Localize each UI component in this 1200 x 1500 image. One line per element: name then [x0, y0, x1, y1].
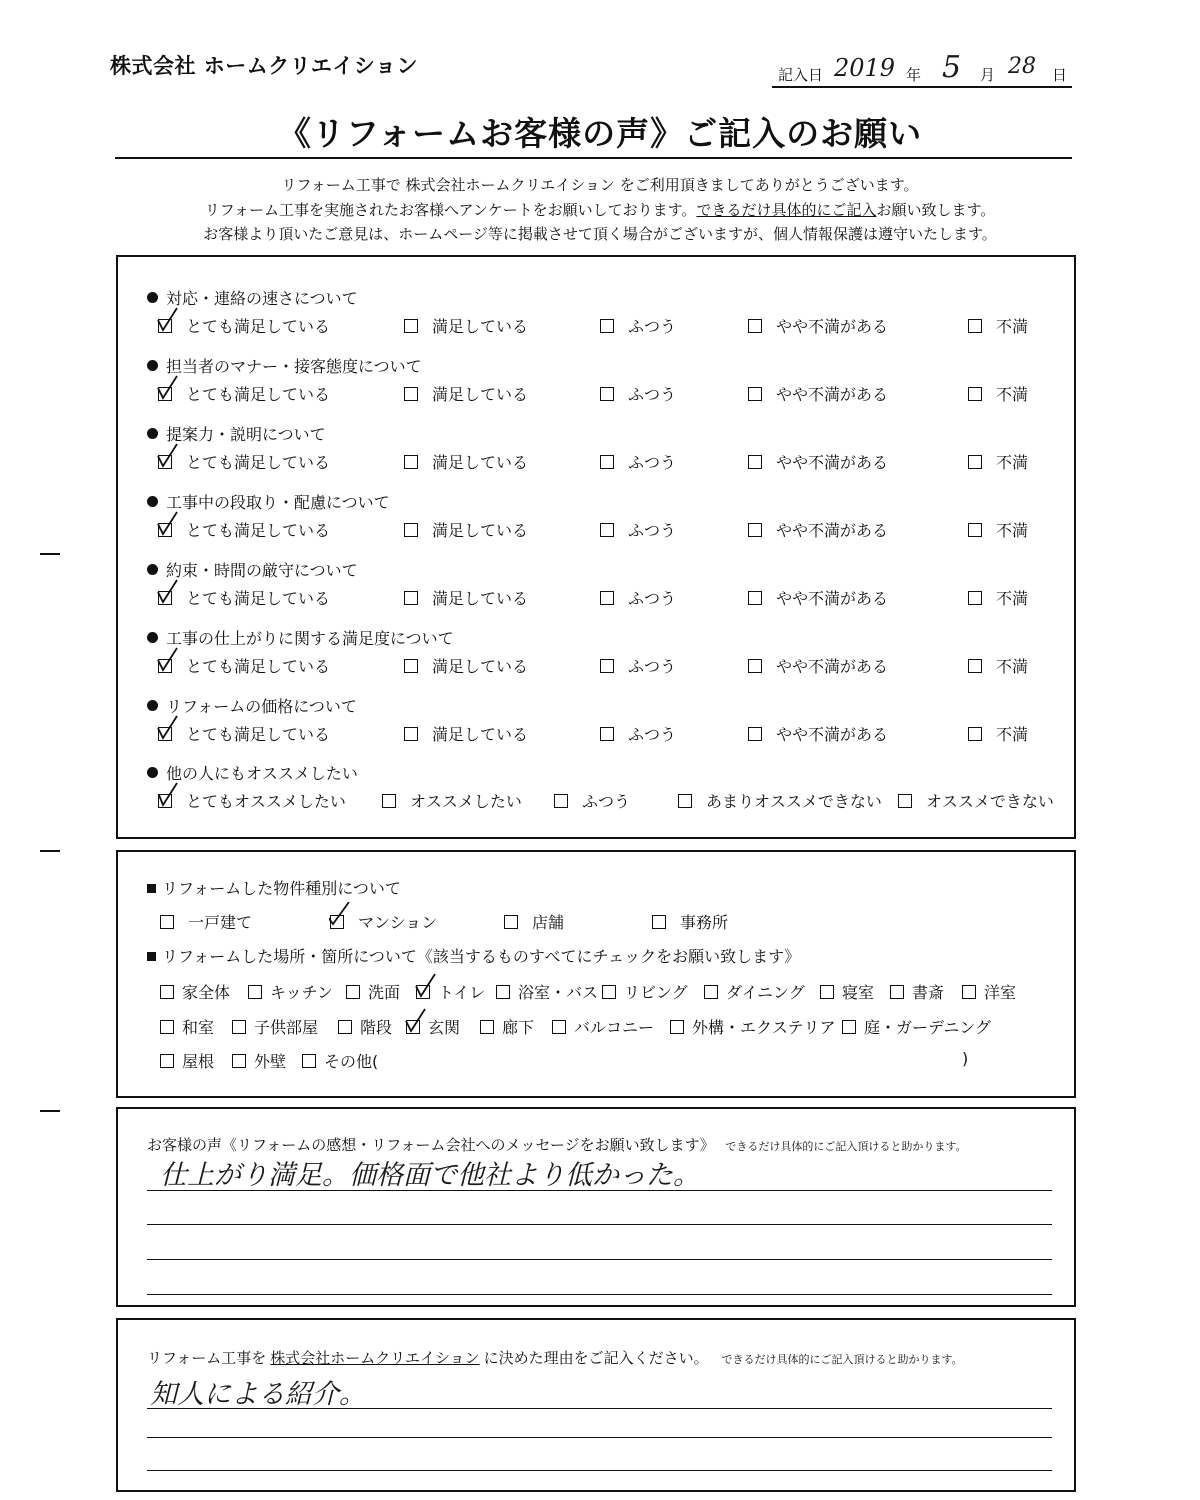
reason-line — [147, 1408, 1052, 1409]
location-option[interactable] — [302, 1049, 378, 1072]
bullet-icon — [147, 767, 158, 778]
checkbox[interactable] — [248, 985, 262, 999]
checkbox[interactable] — [416, 985, 430, 999]
option-label: とても満足している — [186, 317, 331, 336]
checkbox[interactable] — [404, 523, 418, 537]
intro-line-2a: リフォーム工事を実施されたお客様へアンケートをお願いしております。 — [204, 201, 697, 219]
satisfaction-option[interactable] — [158, 382, 330, 405]
satisfaction-option[interactable] — [748, 518, 888, 541]
option-label: 廊下 — [502, 1018, 535, 1037]
checkbox[interactable] — [338, 1020, 352, 1034]
voice-heading — [147, 1134, 967, 1155]
type-option[interactable] — [330, 910, 437, 933]
bullet-icon — [147, 428, 158, 439]
intro-line-3: お客様より頂いたご意見は、ホームページ等に掲載させて頂く場合がございますが、個人情報保護は遵守いたします。 — [203, 225, 997, 243]
location-option[interactable] — [670, 1015, 836, 1038]
satisfaction-option[interactable] — [600, 314, 676, 337]
option-label: 満足している — [432, 385, 529, 404]
option-label: 満足している — [432, 589, 529, 608]
checkbox[interactable] — [330, 915, 344, 929]
option-label: 不満 — [996, 521, 1029, 540]
option-label: 事務所 — [680, 913, 729, 932]
intro-line-1: リフォーム工事で 株式会社ホームクリエイション をご利用頂きましてありがとうございます。 — [281, 176, 919, 194]
checkbox[interactable] — [158, 455, 172, 469]
checkbox[interactable] — [552, 1020, 566, 1034]
date-year-unit: 年 — [906, 66, 922, 84]
option-label: とても満足している — [186, 385, 331, 404]
option-label: 不満 — [996, 453, 1029, 472]
option-label: 満足している — [432, 725, 529, 744]
recommend-options — [158, 789, 1058, 813]
checkbox[interactable] — [600, 319, 614, 333]
question-label: 提案力・説明について — [166, 425, 326, 444]
option-label: ふつう — [628, 589, 677, 608]
location-option[interactable] — [890, 980, 944, 1003]
satisfaction-option[interactable] — [748, 654, 888, 677]
checkbox[interactable] — [158, 727, 172, 741]
option-label: 洗面 — [368, 983, 401, 1002]
satisfaction-option[interactable] — [600, 450, 676, 473]
checkbox[interactable] — [600, 523, 614, 537]
check-mark-icon — [157, 442, 179, 470]
property-type-options — [160, 910, 860, 934]
type-option[interactable] — [652, 910, 728, 933]
voice-label: お客様の声《リフォームの感想・リフォーム会社へのメッセージをお願い致します》 — [147, 1136, 715, 1154]
satisfaction-option[interactable] — [404, 382, 528, 405]
satisfaction-section — [116, 255, 1076, 839]
check-mark-icon — [157, 714, 179, 742]
question-label: リフォームの価格について — [166, 697, 357, 716]
checkbox[interactable] — [968, 591, 982, 605]
checkbox[interactable] — [496, 985, 510, 999]
option-label: 子供部屋 — [254, 1018, 319, 1037]
option-label: とても満足している — [186, 453, 331, 472]
voice-line — [147, 1259, 1052, 1260]
checkbox[interactable] — [652, 915, 666, 929]
question-label: 他の人にもオススメしたい — [166, 764, 358, 783]
reason-line — [147, 1437, 1052, 1438]
option-label: やや不満がある — [776, 657, 889, 676]
question — [147, 626, 454, 649]
checkbox[interactable] — [158, 591, 172, 605]
satisfaction-option[interactable] — [158, 314, 330, 337]
option-label: 不満 — [996, 657, 1029, 676]
question-label: 工事中の段取り・配慮について — [166, 493, 390, 512]
option-label: 不満 — [996, 589, 1029, 608]
option-label: 洋室 — [984, 983, 1017, 1002]
location-option[interactable] — [338, 1015, 392, 1038]
location-option[interactable] — [842, 1015, 991, 1038]
option-label: 不満 — [996, 725, 1029, 744]
checkbox[interactable] — [962, 985, 976, 999]
option-label: 満足している — [432, 521, 529, 540]
entry-date — [772, 50, 1072, 88]
checkbox[interactable] — [678, 794, 692, 808]
option-label: とても満足している — [186, 521, 331, 540]
checkbox[interactable] — [158, 523, 172, 537]
property-type-heading — [147, 876, 401, 899]
satisfaction-option[interactable] — [748, 382, 888, 405]
option-label: やや不満がある — [776, 521, 889, 540]
option-label: 和室 — [182, 1018, 215, 1037]
bullet-icon — [147, 564, 158, 575]
checkbox[interactable] — [748, 455, 762, 469]
title-divider — [115, 157, 1072, 159]
reason-heading — [147, 1347, 963, 1368]
checkbox[interactable] — [968, 319, 982, 333]
checkbox[interactable] — [748, 319, 762, 333]
bullet-icon — [147, 496, 158, 507]
checkbox[interactable] — [404, 387, 418, 401]
option-label: やや不満がある — [776, 317, 889, 336]
date-label: 記入日 — [778, 66, 824, 84]
voice-line — [147, 1294, 1052, 1295]
date-day[interactable]: 28 — [1008, 54, 1036, 79]
checkbox[interactable] — [898, 794, 912, 808]
reason-line — [147, 1470, 1052, 1471]
reason-company: 株式会社ホームクリエイション — [270, 1349, 480, 1367]
option-label: とてもオススメしたい — [186, 792, 346, 811]
question-options — [158, 450, 1058, 474]
checkbox[interactable] — [158, 794, 172, 808]
satisfaction-option[interactable] — [748, 722, 888, 745]
checkbox[interactable] — [232, 1054, 246, 1068]
location-option[interactable] — [602, 980, 688, 1003]
option-label: 家全体 — [182, 983, 231, 1002]
location-option[interactable] — [552, 1015, 654, 1038]
question-label: 対応・連絡の速さについて — [166, 289, 358, 308]
location-option[interactable] — [704, 980, 805, 1003]
checkbox[interactable] — [158, 319, 172, 333]
location-option[interactable] — [416, 980, 485, 1003]
option-label: とても満足している — [186, 589, 331, 608]
satisfaction-option[interactable] — [158, 518, 330, 541]
satisfaction-option[interactable] — [968, 382, 1028, 405]
margin-mark — [40, 553, 60, 555]
reason-label-a: リフォーム工事を — [147, 1349, 267, 1367]
intro-line-2c: お願い致します。 — [876, 201, 996, 219]
location-option[interactable] — [232, 1015, 318, 1038]
check-mark-icon — [157, 781, 179, 809]
option-label: ふつう — [628, 657, 677, 676]
satisfaction-option[interactable] — [158, 450, 330, 473]
checkbox[interactable] — [748, 727, 762, 741]
checkbox[interactable] — [968, 523, 982, 537]
reason-hint: できるだけ具体的にご記入頂けると助かります。 — [721, 1353, 963, 1366]
margin-mark — [40, 1110, 60, 1112]
option-label: トイレ — [438, 983, 486, 1002]
check-mark-icon — [405, 1007, 427, 1035]
checkbox[interactable] — [158, 387, 172, 401]
satisfaction-option[interactable] — [404, 450, 528, 473]
option-label: やや不満がある — [776, 385, 889, 404]
checkbox[interactable] — [890, 985, 904, 999]
checkbox[interactable] — [748, 659, 762, 673]
satisfaction-option[interactable] — [968, 450, 1028, 473]
voice-answer[interactable]: 仕上がり満足。価格面で他社より低かった。 — [160, 1160, 700, 1191]
checkbox[interactable] — [748, 591, 762, 605]
checkbox[interactable] — [968, 387, 982, 401]
checkbox[interactable] — [158, 659, 172, 673]
option-label: 寝室 — [842, 983, 875, 1002]
satisfaction-option[interactable] — [404, 586, 528, 609]
checkbox[interactable] — [602, 985, 616, 999]
page-title: 《リフォームお客様の声》ご記入のお願い — [277, 114, 923, 153]
option-label: キッチン — [270, 983, 333, 1002]
location-heading — [147, 944, 800, 967]
date-year[interactable]: 2019 — [834, 54, 896, 82]
recommend-option[interactable] — [898, 789, 1054, 812]
option-label: ダイニング — [726, 983, 805, 1002]
option-label: その他( — [324, 1052, 379, 1071]
satisfaction-option[interactable] — [600, 518, 676, 541]
recommend-option[interactable] — [678, 789, 882, 812]
voice-line — [147, 1190, 1052, 1191]
checkbox[interactable] — [404, 727, 418, 741]
question-label: 約束・時間の厳守について — [166, 561, 358, 580]
satisfaction-option[interactable] — [968, 722, 1028, 745]
check-mark-icon — [157, 510, 179, 538]
location-option[interactable] — [480, 1015, 534, 1038]
satisfaction-option[interactable] — [748, 586, 888, 609]
option-label: やや不満がある — [776, 453, 889, 472]
location-option[interactable] — [820, 980, 874, 1003]
checkbox[interactable] — [748, 523, 762, 537]
check-mark-icon — [415, 972, 437, 1000]
satisfaction-option[interactable] — [600, 654, 676, 677]
location-option[interactable] — [962, 980, 1016, 1003]
bullet-icon — [147, 632, 158, 643]
satisfaction-option[interactable] — [404, 654, 528, 677]
location-option[interactable] — [232, 1049, 286, 1072]
question-options — [158, 382, 1058, 406]
option-label: ふつう — [628, 725, 677, 744]
checkbox[interactable] — [842, 1020, 856, 1034]
check-mark-icon — [157, 306, 179, 334]
option-label: ふつう — [628, 521, 677, 540]
checkbox[interactable] — [600, 659, 614, 673]
option-label: ふつう — [628, 453, 677, 472]
checkbox[interactable] — [480, 1020, 494, 1034]
checkbox[interactable] — [600, 455, 614, 469]
checkbox[interactable] — [406, 1020, 420, 1034]
checkbox[interactable] — [404, 319, 418, 333]
satisfaction-option[interactable] — [404, 314, 528, 337]
question — [147, 354, 422, 377]
option-label: 外壁 — [254, 1052, 287, 1071]
checkbox[interactable] — [404, 591, 418, 605]
question-options — [158, 722, 1058, 746]
recommend-option[interactable] — [158, 789, 346, 812]
option-label: とても満足している — [186, 657, 331, 676]
satisfaction-option[interactable] — [748, 314, 888, 337]
option-label: 不満 — [996, 385, 1029, 404]
option-label: やや不満がある — [776, 725, 889, 744]
date-month-unit: 月 — [980, 66, 996, 84]
reason-answer[interactable]: 知人による紹介。 — [150, 1379, 366, 1410]
location-option[interactable] — [496, 980, 598, 1003]
company-name: 株式会社 ホームクリエイション — [110, 54, 418, 78]
square-bullet-icon — [147, 884, 156, 893]
checkbox[interactable] — [232, 1020, 246, 1034]
option-label: オススメしたい — [410, 792, 522, 811]
satisfaction-option[interactable] — [404, 518, 528, 541]
option-label: ふつう — [628, 317, 677, 336]
satisfaction-option[interactable] — [158, 586, 330, 609]
satisfaction-option[interactable] — [404, 722, 528, 745]
question-options — [158, 314, 1058, 338]
location-option[interactable] — [160, 1015, 214, 1038]
voice-hint: できるだけ具体的にご記入頂けると助かります。 — [725, 1140, 967, 1153]
checkbox[interactable] — [820, 985, 834, 999]
checkbox[interactable] — [600, 727, 614, 741]
option-label: 満足している — [432, 657, 529, 676]
satisfaction-option[interactable] — [748, 450, 888, 473]
option-label: ふつう — [582, 792, 631, 811]
other-close-paren: ) — [962, 1049, 969, 1068]
option-label: 満足している — [432, 317, 529, 336]
option-label: 浴室・バス — [518, 983, 599, 1002]
question — [147, 490, 390, 513]
bullet-icon — [147, 360, 158, 371]
checkbox[interactable] — [600, 591, 614, 605]
date-day-unit: 日 — [1052, 66, 1068, 84]
intro-line-2b: できるだけ具体的にご記入 — [696, 201, 877, 219]
location-option[interactable] — [248, 980, 333, 1003]
option-label: 一戸建て — [188, 913, 253, 932]
option-label: バルコニー — [574, 1018, 655, 1037]
option-label: 不満 — [996, 317, 1029, 336]
checkbox[interactable] — [346, 985, 360, 999]
checkbox[interactable] — [382, 794, 396, 808]
satisfaction-option[interactable] — [158, 654, 330, 677]
option-label: 書斎 — [912, 983, 945, 1002]
heading-label: リフォームした場所・箇所について《該当するものすべてにチェックをお願い致します》 — [162, 947, 801, 966]
checkbox[interactable] — [160, 1054, 174, 1068]
question-label: 担当者のマナー・接客態度について — [166, 357, 422, 376]
location-option[interactable] — [346, 980, 400, 1003]
square-bullet-icon — [147, 952, 156, 961]
checkbox[interactable] — [554, 794, 568, 808]
type-option[interactable] — [504, 910, 564, 933]
recommend-option[interactable] — [554, 789, 630, 812]
location-option[interactable] — [406, 1015, 460, 1038]
type-option[interactable] — [160, 910, 252, 933]
satisfaction-option[interactable] — [600, 586, 676, 609]
option-label: リビング — [624, 983, 688, 1002]
option-label: 店舗 — [532, 913, 565, 932]
option-label: ふつう — [628, 385, 677, 404]
option-label: 玄関 — [428, 1018, 461, 1037]
reason-label-b: に決めた理由をご記入ください。 — [483, 1349, 709, 1367]
checkbox[interactable] — [748, 387, 762, 401]
satisfaction-option[interactable] — [158, 722, 330, 745]
checkbox[interactable] — [160, 985, 174, 999]
location-option[interactable] — [160, 1049, 214, 1072]
satisfaction-option[interactable] — [968, 586, 1028, 609]
location-option[interactable] — [160, 980, 230, 1003]
option-label: 満足している — [432, 453, 529, 472]
option-label: 庭・ガーデニング — [864, 1018, 992, 1037]
option-label: 階段 — [360, 1018, 393, 1037]
checkbox[interactable] — [968, 659, 982, 673]
checkbox[interactable] — [704, 985, 718, 999]
bullet-icon — [147, 292, 158, 303]
checkbox[interactable] — [504, 915, 518, 929]
question-options — [158, 654, 1058, 678]
heading-label: リフォームした物件種別について — [162, 879, 401, 898]
satisfaction-option[interactable] — [968, 654, 1028, 677]
bullet-icon — [147, 700, 158, 711]
question-options — [158, 518, 1058, 542]
margin-mark — [40, 850, 60, 852]
checkbox[interactable] — [670, 1020, 684, 1034]
date-month[interactable]: 5 — [942, 50, 962, 85]
check-mark-icon — [157, 578, 179, 606]
checkbox[interactable] — [404, 659, 418, 673]
checkbox[interactable] — [404, 455, 418, 469]
checkbox[interactable] — [302, 1054, 316, 1068]
question-options — [158, 586, 1058, 610]
check-mark-icon — [157, 646, 179, 674]
checkbox[interactable] — [600, 387, 614, 401]
checkbox[interactable] — [160, 915, 174, 929]
option-label: 外構・エクステリア — [692, 1018, 836, 1037]
checkbox[interactable] — [968, 455, 982, 469]
option-label: あまりオススメできない — [706, 792, 882, 811]
question-label: 工事の仕上がりに関する満足度について — [166, 629, 454, 648]
satisfaction-option[interactable] — [968, 314, 1028, 337]
option-label: 屋根 — [182, 1052, 215, 1071]
option-label: マンション — [358, 913, 438, 932]
intro-line-2 — [0, 199, 1200, 220]
satisfaction-option[interactable] — [968, 518, 1028, 541]
satisfaction-option[interactable] — [600, 382, 676, 405]
option-label: とても満足している — [186, 725, 331, 744]
checkbox[interactable] — [160, 1020, 174, 1034]
check-mark-icon — [329, 902, 351, 930]
voice-line — [147, 1224, 1052, 1225]
recommend-option[interactable] — [382, 789, 522, 812]
option-label: オススメできない — [926, 792, 1054, 811]
check-mark-icon — [157, 374, 179, 402]
satisfaction-option[interactable] — [600, 722, 676, 745]
option-label: やや不満がある — [776, 589, 889, 608]
checkbox[interactable] — [968, 727, 982, 741]
